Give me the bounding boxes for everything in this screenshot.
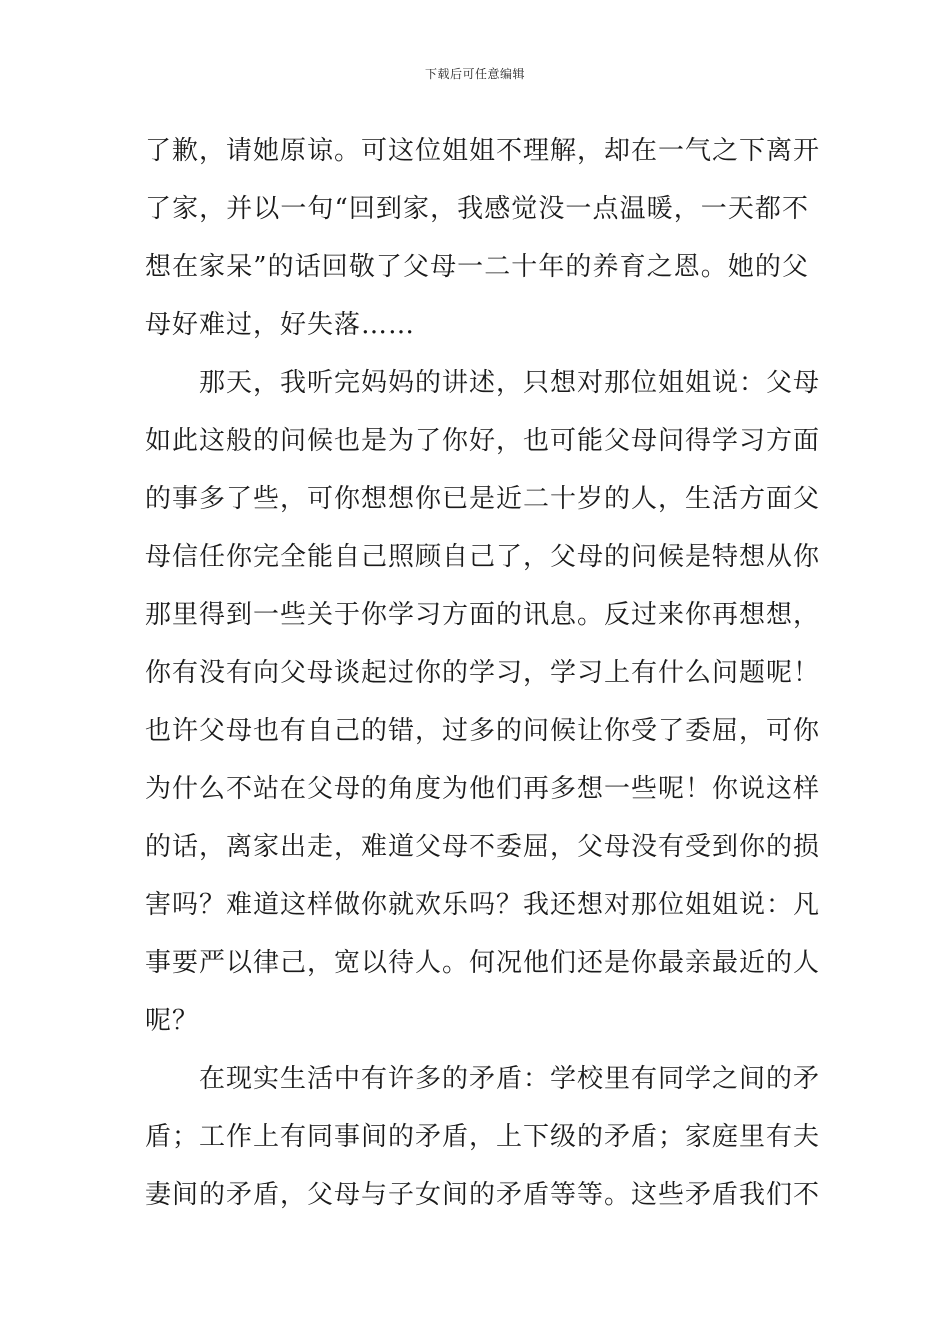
text-line: 害吗？难道这样做你就欢乐吗？我还想对那位姐姐说：凡 <box>145 890 821 920</box>
document-body <box>145 122 821 1224</box>
text-line: 想在家呆”的话回敬了父母一二十年的养育之恩。她的父 <box>145 252 809 282</box>
text-line: 在现实生活中有许多的矛盾：学校里有同学之间的矛 <box>145 1064 821 1094</box>
text-line: 你有没有向父母谈起过你的学习，学习上有什么问题呢！ <box>145 658 821 688</box>
text-line: 如此这般的问候也是为了你好，也可能父母问得学习方面 <box>145 426 821 456</box>
text-line: 也许父母也有自己的错，过多的问候让你受了委屈，可你 <box>145 716 821 746</box>
text-line: 那里得到一些关于你学习方面的讯息。反过来你再想想， <box>145 600 821 630</box>
text-line: 母好难过，好失落…… <box>145 310 416 340</box>
text-line: 盾；工作上有同事间的矛盾，上下级的矛盾；家庭里有夫 <box>145 1122 821 1152</box>
text-line: 为什么不站在父母的角度为他们再多想一些呢！你说这样 <box>145 774 821 804</box>
text-line: 了歉，请她原谅。可这位姐姐不理解，却在一气之下离开 <box>145 136 821 166</box>
text-line: 的话，离家出走，难道父母不委屈，父母没有受到你的损 <box>145 832 821 862</box>
paragraph-2 <box>145 354 821 1050</box>
text-line: 那天，我听完妈妈的讲述，只想对那位姐姐说：父母 <box>145 368 821 398</box>
text-line: 母信任你完全能自己照顾自己了，父母的问候是特想从你 <box>145 542 821 572</box>
paragraph-1 <box>145 122 821 354</box>
text-line: 妻间的矛盾，父母与子女间的矛盾等等。这些矛盾我们不 <box>145 1180 821 1210</box>
page-header: 下载后可任意编辑 <box>424 67 525 81</box>
paragraph-3 <box>145 1050 821 1224</box>
text-line: 了家，并以一句“回到家，我感觉没一点温暖，一天都不 <box>145 194 809 224</box>
text-line: 的事多了些，可你想想你已是近二十岁的人，生活方面父 <box>145 484 821 514</box>
text-line: 事要严以律己，宽以待人。何况他们还是你最亲最近的人 <box>145 948 821 978</box>
text-line: 呢？ <box>145 1006 200 1036</box>
